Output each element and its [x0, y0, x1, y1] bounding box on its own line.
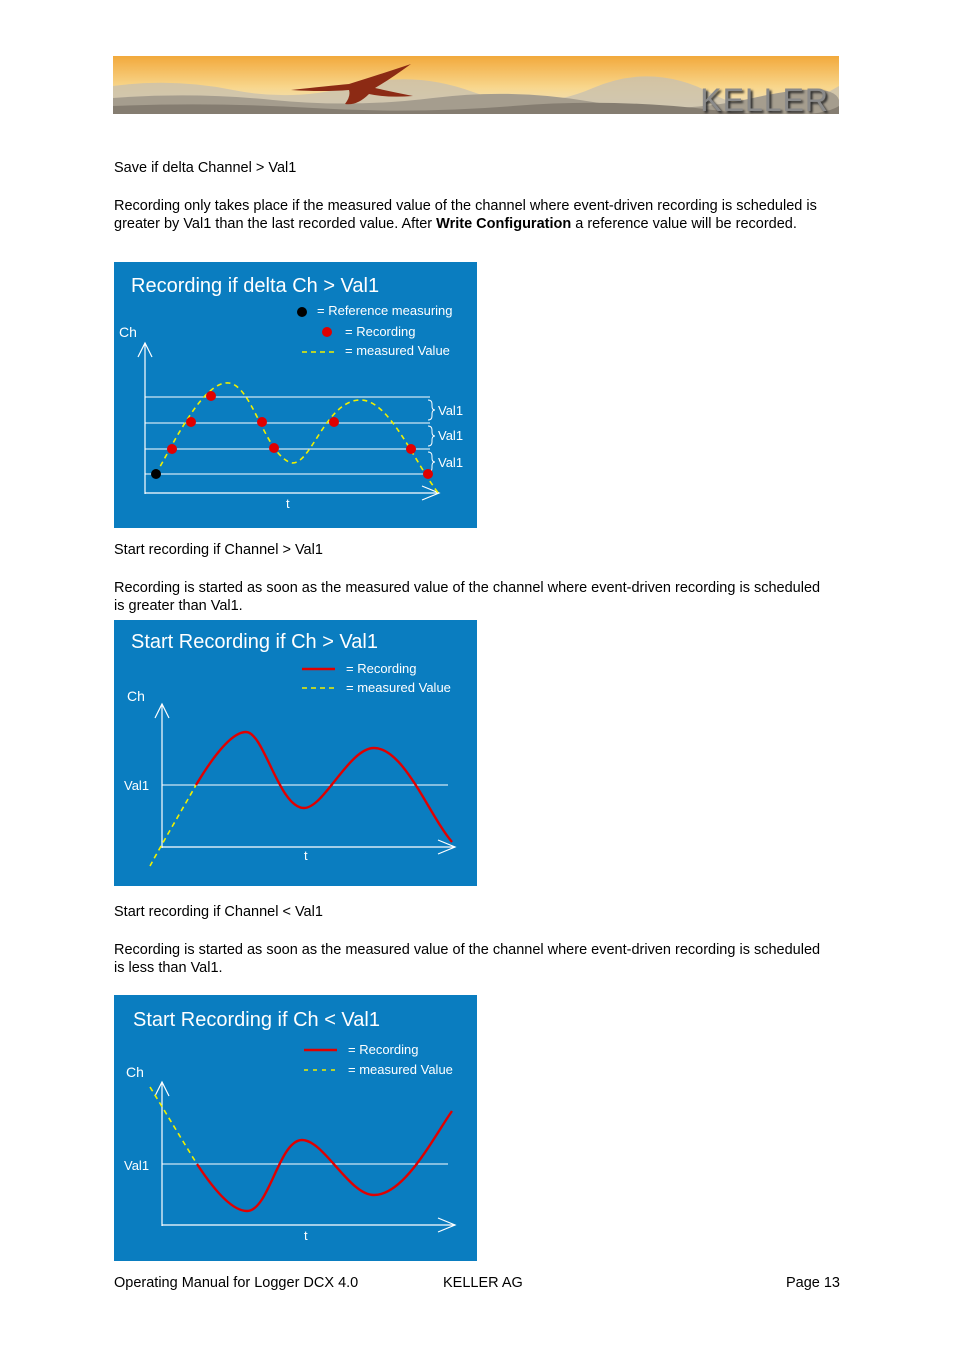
measured-value-segment — [150, 1087, 197, 1164]
legend-recording-label: = Recording — [346, 661, 417, 676]
measured-value-curve — [156, 383, 439, 494]
val1-brace-3 — [428, 452, 435, 472]
recording-point — [206, 391, 216, 401]
val1-brace-1 — [428, 400, 435, 420]
measured-value-segment — [150, 785, 196, 866]
legend-recording-marker — [322, 327, 332, 337]
recording-point — [186, 417, 196, 427]
footer-manual-title: Operating Manual for Logger DCX 4.0 — [114, 1275, 359, 1291]
reference-point — [151, 469, 161, 479]
recording-point — [423, 469, 433, 479]
recording-point — [269, 443, 279, 453]
section3-heading: Start recording if Channel < Val1 — [114, 904, 323, 920]
recording-point — [406, 444, 416, 454]
val1-label: Val1 — [438, 403, 464, 418]
legend-reference-marker — [297, 307, 307, 317]
figure3-title: Start Recording if Ch < Val1 — [133, 1009, 380, 1031]
footer-company: KELLER AG — [443, 1275, 523, 1291]
figure1-title: Recording if delta Ch > Val1 — [131, 275, 380, 297]
recording-point — [257, 417, 267, 427]
figure2-start-above-diagram — [114, 620, 477, 886]
section1-heading: Save if delta Channel > Val1 — [114, 160, 297, 176]
section2-heading: Start recording if Channel > Val1 — [114, 542, 323, 558]
figure2-title: Start Recording if Ch > Val1 — [131, 631, 378, 653]
legend-reference-label: = Reference measuring — [317, 303, 453, 318]
y-axis-label: Ch — [127, 688, 145, 704]
keller-logo-text: KELLER — [700, 82, 829, 114]
legend-recording-label: = Recording — [345, 324, 416, 339]
val1-threshold-label: Val1 — [124, 778, 150, 793]
y-axis-label: Ch — [119, 324, 137, 340]
figure3-start-below-diagram — [114, 995, 477, 1261]
y-axis-label: Ch — [126, 1064, 144, 1080]
footer-page-number: Page 13 — [785, 1275, 840, 1291]
legend-measured-label: = measured Value — [345, 343, 450, 358]
section3-body: Recording is started as soon as the measured value of the channel where event-driven recording is scheduled is less than Val1. — [114, 942, 821, 976]
val1-label: Val1 — [438, 455, 464, 470]
header-banner — [113, 56, 839, 114]
section1-body: Recording only takes place if the measured value of the channel where event-driven recording is scheduled is greater by Val1 than the last recorded value. After Write Configuration a reference value will be recorded. — [114, 198, 817, 232]
val1-threshold-label: Val1 — [124, 1158, 150, 1173]
legend-measured-label: = measured Value — [346, 680, 451, 695]
x-axis-label: t — [304, 1228, 308, 1243]
x-axis-label: t — [286, 496, 290, 511]
val1-brace-2 — [428, 426, 435, 446]
legend-measured-label: = measured Value — [348, 1062, 453, 1077]
figure1-delta-recording-diagram — [114, 262, 477, 528]
section2-body: Recording is started as soon as the measured value of the channel where event-driven recording is scheduled is greater than Val1. — [114, 580, 821, 614]
val1-label: Val1 — [438, 428, 464, 443]
write-configuration-term: Write Configuration — [436, 216, 572, 232]
recording-point — [329, 417, 339, 427]
x-axis-label: t — [304, 848, 308, 863]
legend-recording-label: = Recording — [348, 1042, 419, 1057]
recording-curve — [197, 1111, 452, 1211]
recording-point — [167, 444, 177, 454]
recording-curve — [196, 732, 452, 842]
